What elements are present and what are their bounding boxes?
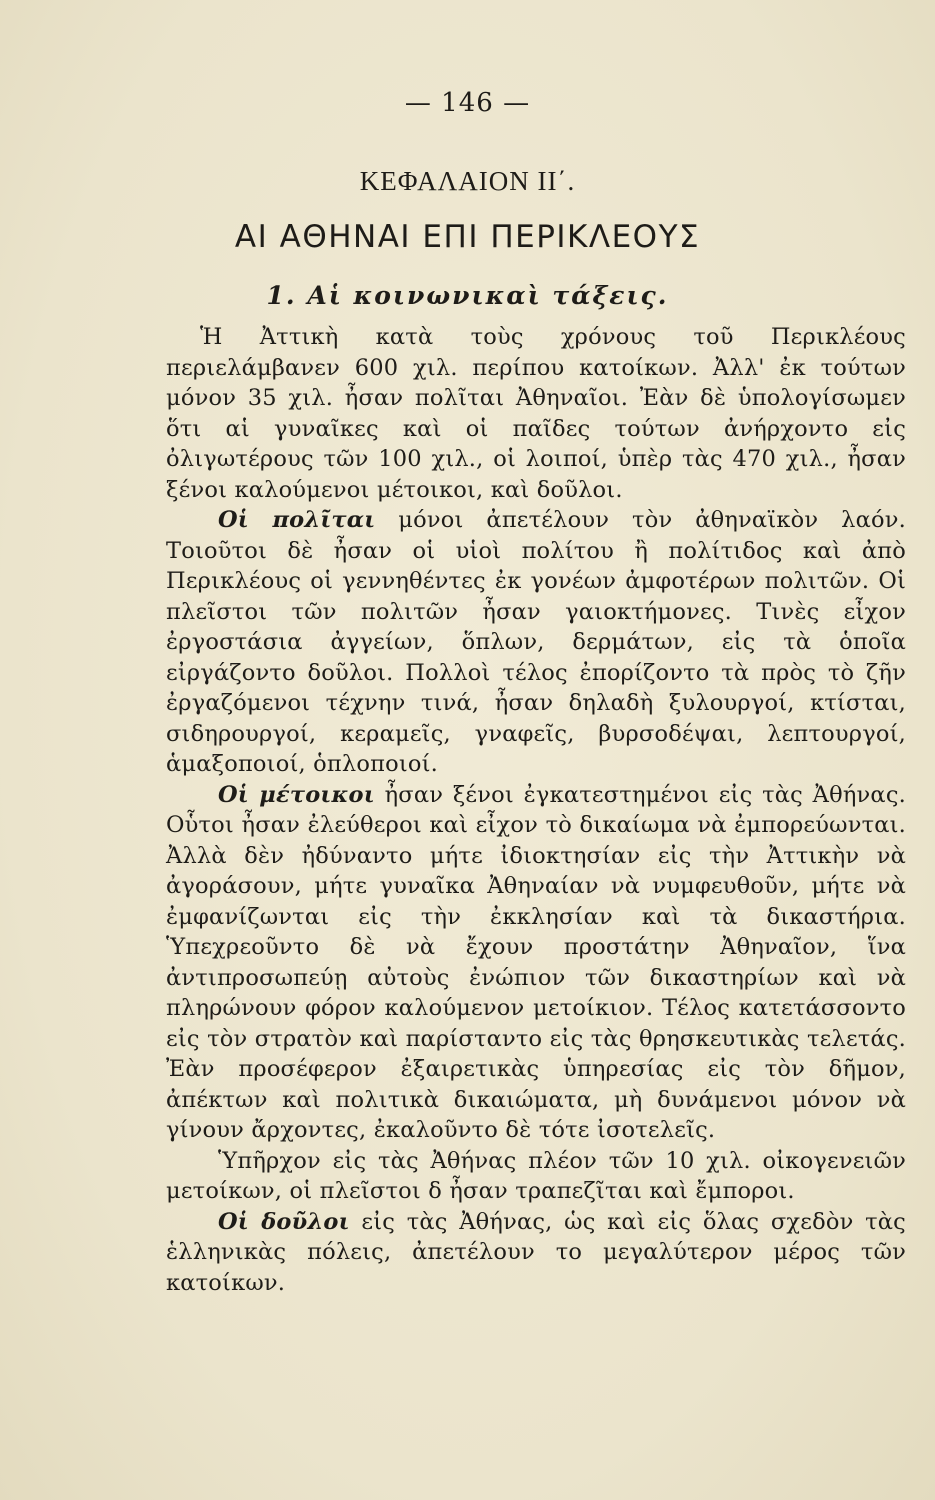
paragraph [166, 1207, 906, 1299]
paragraph-text: ἦσαν ξένοι ἐγκατεστημένοι εἰς τὰς Ἀθήνας. Οὗτοι ἦσαν ἐλεύθεροι καὶ εἶχον τὸ δικαίωμα νὰ ἐμπορεύωνται. Ἀλλὰ δὲν ἠδύναντο μήτε ἰδιοκτησίαν εἰς τὴν Ἀττικὴν νὰ ἀγοράσουν, μήτε γυναῖκα Ἀθηναίαν νὰ νυμφευθοῦν, μήτε νὰ ἐμφανίζωνται εἰς τὴν ἐκκλησίαν καὶ τὰ δικαστήρια. Ὑπεχρεοῦντο δὲ νὰ ἔχουν προστάτην Ἀθηναῖον, ἵνα ἀντιπροσωπεύῃ αὐτοὺς ἐνώπιον τῶν δικαστηρίων καὶ νὰ πληρώνουν φόρον καλούμενον μετοίκιον. Τέλος κατετάσσοντο εἰς τὸν στρατὸν καὶ παρίσταντο εἰς τὰς θρησκευτικὰς τελετάς. Ἐὰν προσέφερον ἐξαιρετικὰς ὑπηρεσίας εἰς τὸν δῆμον, ἀπέκτων καὶ πολιτικὰ δικαιώματα, μὴ δυνάμενοι μόνον νὰ γίνουν ἄρχοντες, ἐκαλοῦντο δὲ τότε ἰσοτελεῖς. [166, 781, 906, 1143]
paragraph-text: εἰς τὰς Ἀθήνας, ὡς καὶ εἰς ὅλας σχεδὸν τὰς ἑλληνικὰς πόλεις, ἀπετέλουν το μεγαλύτερον μέρος τῶν κατοίκων. [166, 1208, 906, 1296]
chapter-heading: ΚΕΦΑΛΑΙΟΝ ΙΙ΄. [359, 166, 576, 196]
page-number: — 146 — [404, 88, 531, 118]
paragraph [166, 505, 906, 780]
paragraph-lead: Οἱ πολῖται [218, 507, 376, 533]
paragraph-lead: Οἱ δοῦλοι [218, 1208, 350, 1235]
chapter-title: ΑΙ ΑΘΗΝΑΙ ΕΠΙ ΠΕΡΙΚΛΕΟΥΣ [234, 219, 701, 255]
paragraph-text: μόνοι ἀπετέλουν τὸν ἀθηναϊκὸν λαόν. Τοιοῦτοι δὲ ἦσαν οἱ υἱοὶ πολίτου ἢ πολίτιδος καὶ ἀπὸ Περικλέους οἱ γεννηθέντες ἐκ γονέων ἀμφοτέρων πολιτῶν. Οἱ πλεῖστοι τῶν πολιτῶν ἦσαν γαιοκτήμονες. Τινὲς εἶχον ἐργοστάσια ἀγγείων, ὅπλων, δερμάτων, εἰς τὰ ὁποῖα εἰργάζοντο δοῦλοι. Πολλοὶ τέλος ἐπορίζοντο τὰ πρὸς τὸ ζῆν ἐργαζόμενοι τέχνην τινά, ἦσαν δηλαδὴ ξυλουργοί, κτίσται, σιδηρουργοί, κεραμεῖς, γναφεῖς, βυρσοδέψαι, λεπτουργοί, ἁμαξοποιοί, ὁπλοποιοί. [166, 507, 906, 777]
paragraph [166, 1146, 906, 1207]
paragraph-text: Ὑπῆρχον εἰς τὰς Ἀθήνας πλέον τῶν 10 χιλ. οἰκογενειῶν μετοίκων, οἱ πλεῖστοι δ ἦσαν τραπεζῖται καὶ ἔμποροι. [166, 1147, 906, 1204]
section-heading: 1. Αἱ κοινωνικαὶ τάξεις. [266, 281, 669, 310]
paragraph [166, 322, 906, 505]
paragraph [166, 780, 906, 1146]
paragraph-text: Ἡ Ἀττικὴ κατὰ τοὺς χρόνους τοῦ Περικλέους περιελάμβανεν 600 χιλ. περίπου κατοίκων. Ἀλλ' ἐκ τούτων μόνον 35 χιλ. ἦσαν πολῖται Ἀθηναῖοι. Ἐὰν δὲ ὑπολογίσωμεν ὅτι αἱ γυναῖκες καὶ οἱ παῖδες τούτων ἀνήρχοντο εἰς ὀλιγωτέρους τῶν 100 χιλ., οἱ λοιποί, ὑπὲρ τὰς 470 χιλ., ἦσαν ξένοι καλούμενοι μέτοικοι, καὶ δοῦλοι. [166, 324, 906, 503]
paragraph-lead: Οἱ μέτοικοι [218, 781, 375, 808]
body-text [166, 322, 906, 1298]
